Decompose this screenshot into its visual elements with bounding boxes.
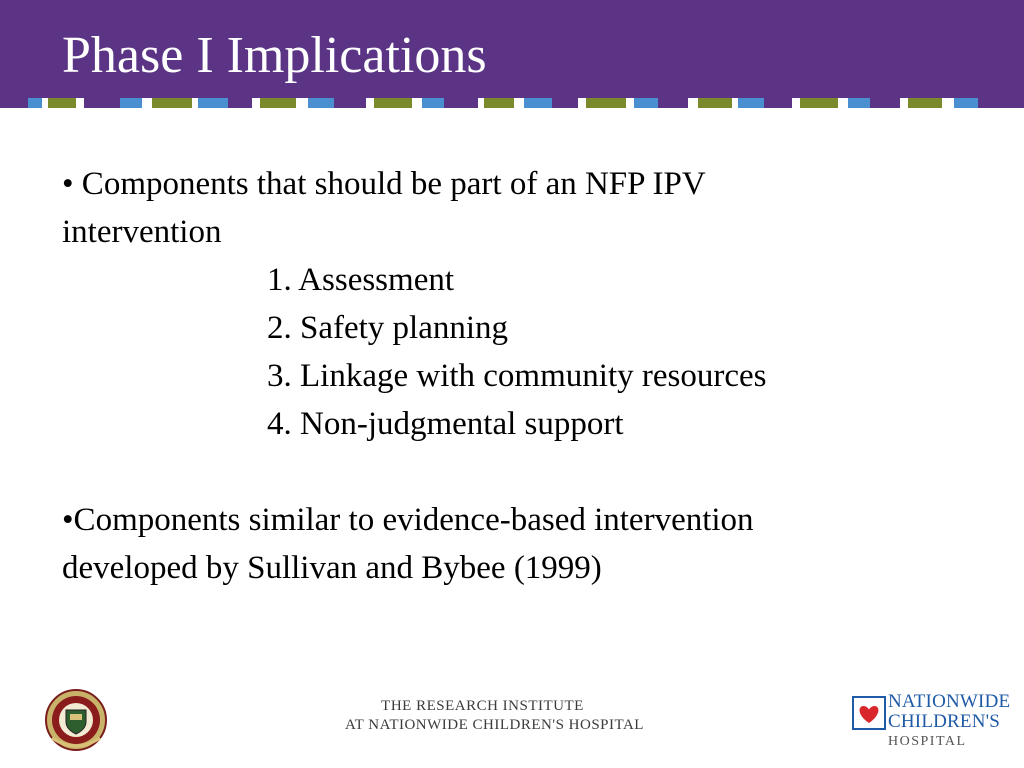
logo-line-2: CHILDREN'S bbox=[888, 711, 1001, 732]
logo-line-1: NATIONWIDE bbox=[888, 691, 1011, 712]
nationwide-childrens-logo bbox=[852, 691, 1011, 752]
list-item: 1. Assessment bbox=[267, 262, 455, 298]
list-item: 2. Safety planning bbox=[267, 310, 509, 346]
research-institute-logo bbox=[345, 697, 644, 735]
decorative-stripes bbox=[0, 98, 1024, 108]
bullet-2-line-1: •Components similar to evidence-based intervention bbox=[62, 502, 754, 538]
bullet-1-line-1: • Components that should be part of an NFP IPV bbox=[62, 166, 706, 202]
title-bar bbox=[0, 0, 1024, 108]
bullet-1-line-2: intervention bbox=[62, 214, 222, 250]
college-seal-logo bbox=[44, 688, 108, 752]
list-item: 4. Non-judgmental support bbox=[267, 406, 624, 442]
list-item: 3. Linkage with community resources bbox=[267, 358, 767, 394]
institute-line-2: AT NATIONWIDE CHILDREN'S HOSPITAL bbox=[345, 717, 644, 733]
spacer bbox=[62, 448, 962, 496]
bullet-2-line-2: developed by Sullivan and Bybee (1999) bbox=[62, 550, 602, 586]
heart-icon bbox=[852, 696, 886, 730]
logo-line-3: HOSPITAL bbox=[888, 734, 967, 749]
slide-body bbox=[62, 160, 962, 592]
slide-title: Phase I Implications bbox=[62, 27, 487, 84]
institute-line-1: THE RESEARCH INSTITUTE bbox=[381, 698, 584, 714]
